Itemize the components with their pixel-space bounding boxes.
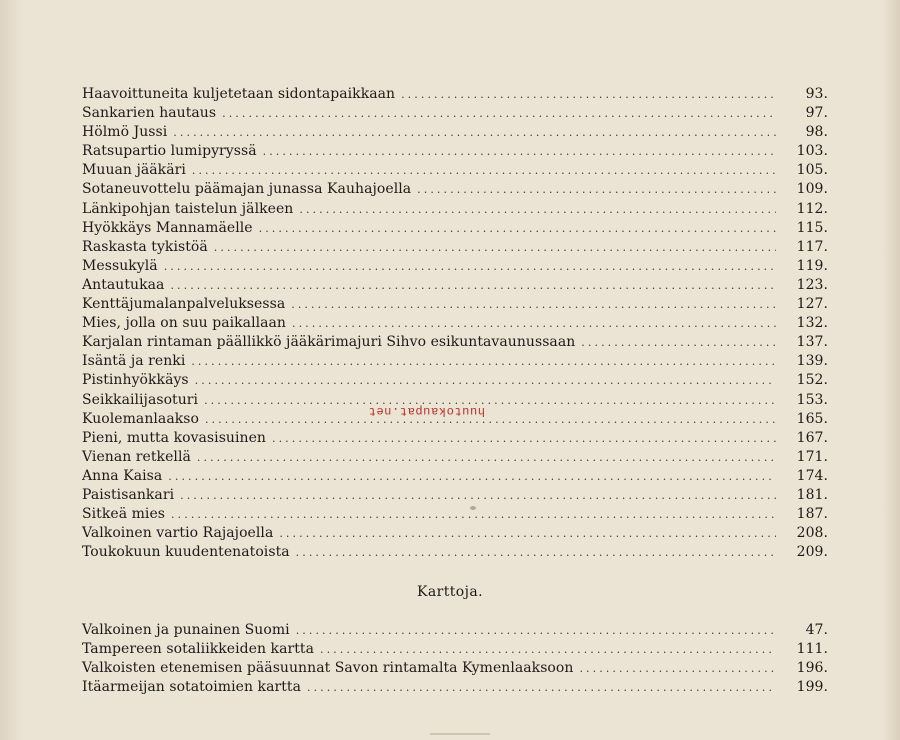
toc-entry [82, 449, 828, 468]
toc-entry [82, 220, 828, 239]
entry-page: 105. [796, 162, 828, 179]
entry-page: 109. [796, 181, 828, 198]
entry-page: 123. [796, 276, 828, 293]
entry-title: Sotaneuvottelu päämajan junassa Kauhajoella [82, 181, 412, 198]
entry-page: 208. [796, 525, 828, 542]
toc-entry [82, 487, 828, 506]
entry-page: 47. [805, 622, 828, 638]
entry-title: Haavoittuneita kuljetetaan sidontapaikkaan [82, 86, 396, 102]
dot-leader [272, 432, 776, 445]
entry-title: Kuolemanlaakso [82, 410, 199, 427]
dot-leader [320, 643, 776, 656]
dot-leader [222, 107, 776, 120]
entry-title: Pieni, mutta kovasisuinen [82, 429, 266, 446]
entry-title: Valkoinen vartio Rajajoella [82, 525, 274, 542]
dot-leader [195, 374, 776, 387]
watermark: huutokaupat.net [368, 404, 486, 418]
toc-entry [82, 468, 828, 487]
dot-leader [401, 88, 776, 101]
entry-title: Anna Kaisa [82, 467, 163, 484]
map-entry [82, 622, 828, 641]
entry-page: 174. [796, 467, 828, 484]
entry-page: 196. [796, 660, 828, 677]
dot-leader [171, 508, 776, 521]
dot-leader [307, 681, 776, 694]
entry-title: Karjalan rintaman päällikkö jääkärimajuri Sihvo esikuntavaunussaan [82, 334, 576, 351]
dot-leader [296, 546, 776, 559]
toc-entry [82, 277, 828, 296]
dot-leader [579, 662, 776, 675]
entry-page: 171. [796, 448, 828, 465]
maps-list [82, 622, 828, 698]
entry-title: Itäarmeijan sotatoimien kartta [82, 679, 301, 696]
entry-title: Sitkeä mies [82, 506, 166, 523]
entry-title: Ratsupartio lumipyryssä [82, 143, 257, 160]
entry-page: 153. [796, 391, 828, 408]
dot-leader [168, 470, 776, 483]
entry-title: Hölmö Jussi [82, 124, 168, 141]
page-fold-mark [430, 733, 490, 735]
toc-entry [82, 430, 828, 449]
entry-title: Tampereen sotaliikkeiden kartta [82, 641, 314, 658]
entry-title: Länkipohjan taistelun jälkeen [82, 200, 294, 217]
entry-title: Vienan retkellä [82, 448, 191, 465]
toc-entry [82, 201, 828, 220]
entry-page: 119. [796, 257, 828, 274]
maps-heading: Karttoja. [417, 584, 483, 600]
dot-leader [197, 451, 776, 464]
toc-entry [82, 525, 828, 544]
entry-title: Muuan jääkäri [82, 162, 186, 179]
dot-leader [259, 222, 776, 235]
map-entry [82, 641, 828, 660]
entry-page: 187. [796, 506, 828, 523]
dot-leader [263, 145, 776, 158]
entry-page: 115. [796, 219, 828, 236]
map-entry [82, 660, 828, 679]
dot-leader [299, 203, 776, 216]
toc-entry [82, 334, 828, 353]
entry-title: Raskasta tykistöä [82, 238, 208, 255]
contents-list [82, 86, 828, 563]
entry-title: Antautukaa [82, 276, 165, 293]
entry-title: Hyökkäys Mannamäelle [82, 219, 253, 236]
toc-entry [82, 143, 828, 162]
dot-leader [180, 489, 776, 502]
entry-page: 103. [796, 143, 828, 160]
dot-leader [204, 394, 776, 407]
toc-entry [82, 162, 828, 181]
map-entry [82, 679, 828, 698]
dot-leader [581, 336, 776, 349]
toc-entry [82, 181, 828, 200]
entry-page: 98. [805, 124, 828, 141]
dot-leader [191, 355, 776, 368]
entry-page: 112. [796, 200, 828, 217]
toc-entry [82, 124, 828, 143]
dot-leader [192, 164, 776, 177]
entry-title: Mies, jolla on suu paikallaan [82, 315, 286, 332]
entry-page: 93. [805, 86, 828, 102]
entry-page: 181. [796, 486, 828, 503]
toc-entry [82, 258, 828, 277]
entry-title: Sankarien hautaus [82, 105, 217, 122]
dot-leader [205, 413, 776, 426]
dot-leader [214, 241, 776, 254]
entry-title: Messukylä [82, 257, 158, 274]
toc-entry [82, 105, 828, 124]
entry-title: Valkoisten etenemisen pääsuunnat Savon rintamalta Kymenlaaksoon [82, 660, 574, 677]
entry-title: Paistisankari [82, 486, 175, 503]
toc-entry [82, 315, 828, 334]
toc-entry [82, 353, 828, 372]
dot-leader [417, 183, 776, 196]
toc-entry [82, 239, 828, 258]
entry-page: 127. [796, 296, 828, 313]
toc-entry [82, 86, 828, 105]
entry-page: 139. [796, 353, 828, 370]
entry-title: Valkoinen ja punainen Suomi [82, 622, 290, 638]
entry-page: 137. [796, 334, 828, 351]
entry-page: 199. [796, 679, 828, 696]
entry-page: 209. [796, 544, 828, 561]
dot-leader [173, 126, 776, 139]
entry-title: Toukokuun kuudentenatoista [82, 544, 290, 561]
toc-entry [82, 296, 828, 315]
toc-entry [82, 506, 828, 525]
entry-page: 111. [796, 641, 828, 658]
entry-page: 117. [796, 238, 828, 255]
entry-title: Isäntä ja renki [82, 353, 186, 370]
entry-page: 132. [796, 315, 828, 332]
dot-leader [279, 527, 776, 540]
paper-speck [470, 506, 476, 510]
entry-title: Seikkailijasoturi [82, 391, 199, 408]
dot-leader [170, 279, 776, 292]
dot-leader [292, 317, 776, 330]
entry-title: Pistinhyökkäys [82, 372, 189, 389]
toc-entry [82, 544, 828, 563]
entry-page: 167. [796, 429, 828, 446]
dot-leader [291, 298, 776, 311]
dot-leader [164, 260, 776, 273]
toc-entry [82, 372, 828, 391]
dot-leader [296, 624, 776, 637]
entry-page: 165. [796, 410, 828, 427]
entry-page: 152. [796, 372, 828, 389]
entry-page: 97. [805, 105, 828, 122]
entry-title: Kenttäjumalanpalveluksessa [82, 296, 286, 313]
